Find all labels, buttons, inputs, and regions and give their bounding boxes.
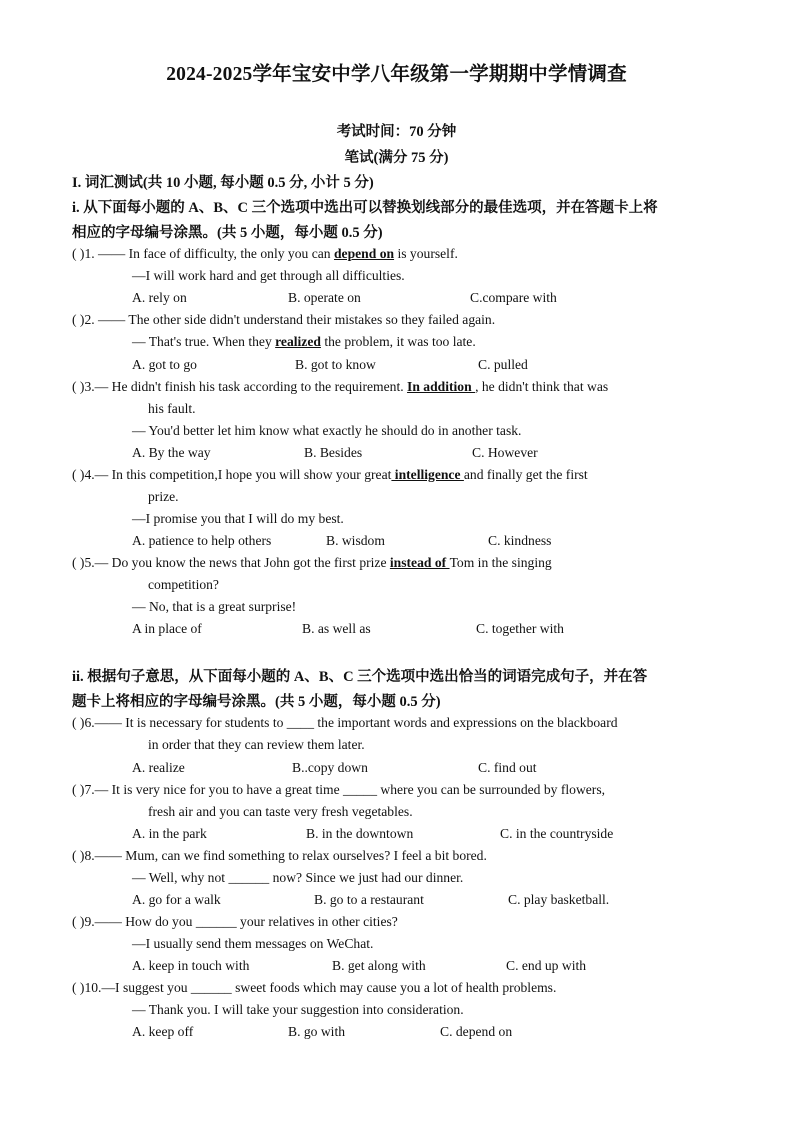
- option-b: B. operate on: [288, 290, 361, 305]
- question-9-response: —I usually send them messages on WeChat.: [132, 936, 374, 951]
- question-2: ( )2. —— The other side didn't understand their mistakes so they failed again.: [72, 312, 496, 327]
- underlined-phrase: intelligence: [391, 467, 464, 482]
- option-b: B. in the downtown: [306, 826, 414, 841]
- section-heading: I. 词汇测试(共 10 小题, 每小题 0.5 分, 小计 5 分): [72, 175, 374, 191]
- subsection-ii-instruction: ii. 根据句子意思，从下面每小题的 A、B、C 三个选项中选出恰当的词语完成句子，并在答: [72, 669, 648, 685]
- question-7: ( )7.— It is very nice for you to have a great time _____ where you can be surrounded by flowers,: [72, 782, 606, 797]
- question-8-response: — Well, why not ______ now? Since we just had our dinner.: [132, 870, 464, 885]
- option-b: B. got to know: [295, 357, 376, 372]
- question-6-cont: in order that they can review them later.: [148, 737, 365, 752]
- question-4-cont: prize.: [148, 489, 179, 504]
- option-a: A. keep off: [132, 1024, 194, 1039]
- option-a: A. By the way: [132, 445, 211, 460]
- question-10: ( )10.—I suggest you ______ sweet foods which may cause you a lot of health problems.: [72, 980, 557, 995]
- written-score: 笔试(满分 75 分): [344, 150, 449, 166]
- option-c: C.compare with: [470, 290, 557, 305]
- subsection-i-instruction-cont: 相应的字母编号涂黑。(共 5 小题，每小题 0.5 分): [72, 225, 383, 241]
- underlined-phrase: realized: [275, 334, 321, 349]
- option-b: B. get along with: [332, 958, 426, 973]
- option-b: B. go to a restaurant: [314, 892, 424, 907]
- exam-time: 考试时间：70 分钟: [336, 124, 457, 140]
- subsection-ii-instruction-cont: 题卡上将相应的字母编号涂黑。(共 5 小题，每小题 0.5 分): [72, 694, 441, 710]
- option-a: A. in the park: [132, 826, 207, 841]
- option-b: B. wisdom: [326, 533, 385, 548]
- question-10-response: — Thank you. I will take your suggestion into consideration.: [132, 1002, 464, 1017]
- question-2-response: — That's true. When they realized the problem, it was too late.: [132, 334, 476, 349]
- question-1-response: —I will work hard and get through all difficulties.: [132, 268, 405, 283]
- option-c: C. together with: [476, 621, 564, 636]
- option-c: C. in the countryside: [500, 826, 614, 841]
- option-c: C. pulled: [478, 357, 528, 372]
- page-title: 2024-2025学年宝安中学八年级第一学期期中学情调查: [166, 64, 627, 85]
- option-c: C. kindness: [488, 533, 552, 548]
- option-a: A. go for a walk: [132, 892, 221, 907]
- underlined-phrase: instead of: [389, 555, 450, 570]
- option-a: A. rely on: [132, 290, 187, 305]
- option-a: A. keep in touch with: [132, 958, 250, 973]
- option-b: B..copy down: [292, 760, 368, 775]
- option-b: B. Besides: [304, 445, 363, 460]
- question-3-response: — You'd better let him know what exactly he should do in another task.: [132, 423, 522, 438]
- option-c: C. find out: [478, 760, 537, 775]
- question-7-cont: fresh air and you can taste very fresh vegetables.: [148, 804, 413, 819]
- question-1: ( )1. —— In face of difficulty, the only you can depend on is yourself.: [72, 246, 458, 261]
- option-c: C. depend on: [440, 1024, 513, 1039]
- subsection-i-instruction: i. 从下面每小题的 A、B、C 三个选项中选出可以替换划线部分的最佳选项，并在答题卡上将: [72, 200, 658, 216]
- option-b: B. go with: [288, 1024, 346, 1039]
- option-a: A. patience to help others: [132, 533, 272, 548]
- option-c: C. end up with: [506, 958, 587, 973]
- question-9: ( )9.—— How do you ______ your relatives in other cities?: [72, 914, 398, 929]
- underlined-phrase: depend on: [333, 246, 395, 261]
- underlined-phrase: In addition: [407, 379, 476, 394]
- option-b: B. as well as: [302, 621, 371, 636]
- option-c: C. However: [472, 445, 538, 460]
- question-3: ( )3.— He didn't finish his task according to the requirement. In addition , he didn't think that was: [72, 379, 609, 394]
- question-8: ( )8.—— Mum, can we find something to relax ourselves? I feel a bit bored.: [72, 848, 487, 863]
- question-5-response: — No, that is a great surprise!: [132, 599, 297, 614]
- question-3-cont: his fault.: [148, 401, 196, 416]
- option-a: A. got to go: [132, 357, 197, 372]
- question-5: ( )5.— Do you know the news that John got the first prize instead of Tom in the singing: [72, 555, 552, 570]
- question-4: ( )4.— In this competition,I hope you will show your great intelligence and finally get the first: [72, 467, 588, 482]
- question-4-response: —I promise you that I will do my best.: [132, 511, 344, 526]
- option-a: A in place of: [132, 621, 202, 636]
- question-6: ( )6.—— It is necessary for students to ____ the important words and expressions on the blackboard: [72, 715, 618, 730]
- option-c: C. play basketball.: [508, 892, 610, 907]
- option-a: A. realize: [132, 760, 185, 775]
- question-5-cont: competition?: [148, 577, 219, 592]
